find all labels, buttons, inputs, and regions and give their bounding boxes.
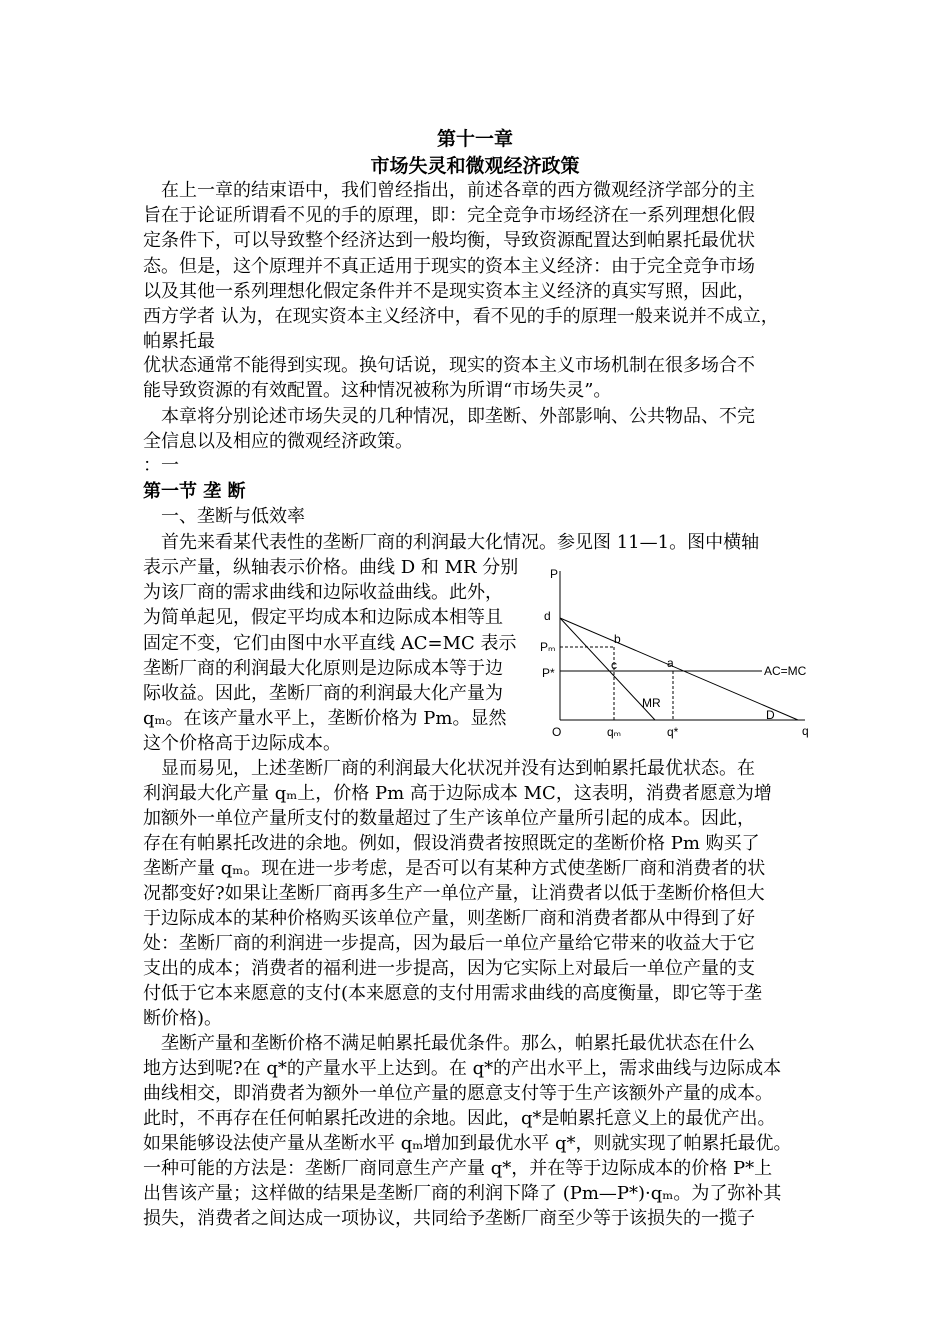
text-line: 优状态通常不能得到实现。换句话说，现实的资本主义市场机制在很多场合不 bbox=[143, 355, 755, 376]
text-line: 定条件下，可以导致整个经济达到一般均衡，导致资源配置达到帕累托最优状 bbox=[143, 230, 755, 251]
text-line: 此时，不再存在任何帕累托改进的余地。因此，q*是帕累托意义上的最优产出。 bbox=[143, 1108, 776, 1129]
text-line: 态。但是，这个原理并不真正适用于现实的资本主义经济：由于完全竞争市场 bbox=[143, 256, 755, 277]
text-line: 这个价格高于边际成本。 bbox=[143, 733, 341, 754]
label-origin: O bbox=[552, 725, 562, 739]
text-line: ：一 bbox=[143, 455, 179, 476]
text-line: 在上一章的结束语中，我们曾经指出，前述各章的西方微观经济学部分的主 bbox=[143, 180, 755, 201]
label-a: a bbox=[667, 656, 674, 670]
text-line: 全信息以及相应的微观经济政策。 bbox=[143, 431, 413, 452]
text-line: 断价格)。 bbox=[143, 1008, 223, 1029]
text-line: qₘ。在该产量水平上，垄断价格为 Pm。显然 bbox=[143, 708, 507, 729]
label-qm: qₘ bbox=[607, 725, 622, 739]
text-line: 处：垄断厂商的利润进一步提高，因为最后一单位产量给它带来的收益大于它 bbox=[143, 933, 755, 954]
text-line: 西方学者 认为，在现实资本主义经济中，看不见的手的原理一般来说并不成立， bbox=[143, 306, 779, 327]
text-line: 付低于它本来愿意的支付(本来愿意的支付用需求曲线的高度衡量，即它等于垄 bbox=[143, 983, 763, 1004]
text-line: 加额外一单位产量所支付的数量超过了生产该单位产量所引起的成本。因此， bbox=[143, 808, 755, 829]
text-line: 际收益。因此，垄断厂商的利润最大化产量为 bbox=[143, 683, 503, 704]
text-line: 垄断厂商的利润最大化原则是边际成本等于边 bbox=[143, 658, 503, 679]
text-line: 表示产量，纵轴表示价格。曲线 D 和 MR 分别 bbox=[143, 557, 519, 578]
text-line: 损失，消费者之间达成一项协议，共同给予垄断厂商至少等于该损失的一揽子 bbox=[143, 1208, 755, 1229]
text-line: 出售该产量；这样做的结果是垄断厂商的利润下降了 (Pm—P*)·qₘ。为了弥补其 bbox=[143, 1183, 782, 1204]
label-d: d bbox=[544, 609, 551, 623]
chapter-subtitle: 市场失灵和微观经济政策 bbox=[370, 155, 580, 177]
text-line: 于边际成本的某种价格购买该单位产量，则垄断厂商和消费者都从中得到了好 bbox=[143, 908, 755, 929]
label-c: c bbox=[611, 658, 617, 672]
text-line: 一、垄断与低效率 bbox=[143, 506, 305, 527]
label-acmc: AC=MC bbox=[764, 664, 807, 678]
text-line: 本章将分别论述市场失灵的几种情况，即垄断、外部影响、公共物品、不完 bbox=[143, 406, 755, 427]
label-pm: Pₘ bbox=[540, 640, 556, 654]
mr-curve bbox=[560, 618, 655, 720]
section-heading: 第一节 垄 断 bbox=[143, 481, 246, 502]
text-line: 况都变好?如果让垄断厂商再多生产一单位产量，让消费者以低于垄断价格但大 bbox=[143, 883, 765, 904]
text-line: 为该厂商的需求曲线和边际收益曲线。此外， bbox=[143, 582, 503, 603]
label-b: b bbox=[614, 632, 621, 646]
label-pstar: P* bbox=[542, 666, 555, 680]
text-line: 以及其他一系列理想化假定条件并不是现实资本主义经济的真实写照，因此， bbox=[143, 281, 755, 302]
text-line: 显而易见，上述垄断厂商的利润最大化状况并没有达到帕累托最优状态。在 bbox=[143, 758, 755, 779]
text-line: 存在有帕累托改进的余地。例如，假设消费者按照既定的垄断价格 Pm 购买了 bbox=[143, 833, 760, 854]
text-line: 如果能够设法使产量从垄断水平 qₘ增加到最优水平 q*，则就实现了帕累托最优。 bbox=[143, 1133, 792, 1154]
text-line: 旨在于论证所谓看不见的手的原理，即：完全竞争市场经济在一系列理想化假 bbox=[143, 205, 755, 226]
text-line: 帕累托最 bbox=[143, 331, 215, 352]
text-line: 能导致资源的有效配置。这种情况被称为所谓“市场失灵”。 bbox=[143, 380, 612, 401]
text-line: 利润最大化产量 qₘ上，价格 Pm 高于边际成本 MC，这表明，消费者愿意为增 bbox=[143, 783, 772, 804]
text-line: 固定不变，它们由图中水平直线 AC=MC 表示 bbox=[143, 633, 517, 654]
figure-11-1 bbox=[530, 563, 820, 743]
label-q: q bbox=[802, 724, 809, 738]
chapter-title: 第十一章 bbox=[436, 128, 513, 150]
text-line: 一种可能的方法是：垄断厂商同意生产产量 q*，并在等于边际成本的价格 P*上 bbox=[143, 1158, 773, 1179]
text-line: 支出的成本；消费者的福利进一步提高，因为它实际上对最后一单位产量的支 bbox=[143, 958, 755, 979]
demand-curve bbox=[560, 618, 798, 720]
text-line: 曲线相交，即消费者为额外一单位产量的愿意支付等于生产该额外产量的成本。 bbox=[143, 1083, 773, 1104]
label-mr: MR bbox=[642, 696, 661, 710]
text-line: 垄断产量和垄断价格不满足帕累托最优条件。那么，帕累托最优状态在什么 bbox=[143, 1033, 755, 1054]
label-demand: D bbox=[766, 708, 775, 722]
text-line: 垄断产量 qₘ。现在进一步考虑，是否可以有某种方式使垄断厂商和消费者的状 bbox=[143, 858, 766, 879]
text-line: 为简单起见，假定平均成本和边际成本相等且 bbox=[143, 607, 503, 628]
label-qstar: q* bbox=[667, 725, 679, 739]
label-p: P bbox=[550, 567, 559, 581]
text-line: 地方达到呢?在 q*的产量水平上达到。在 q*的产出水平上，需求曲线与边际成本 bbox=[143, 1058, 782, 1079]
text-line: 首先来看某代表性的垄断厂商的利润最大化情况。参见图 11—1。图中横轴 bbox=[143, 532, 760, 553]
